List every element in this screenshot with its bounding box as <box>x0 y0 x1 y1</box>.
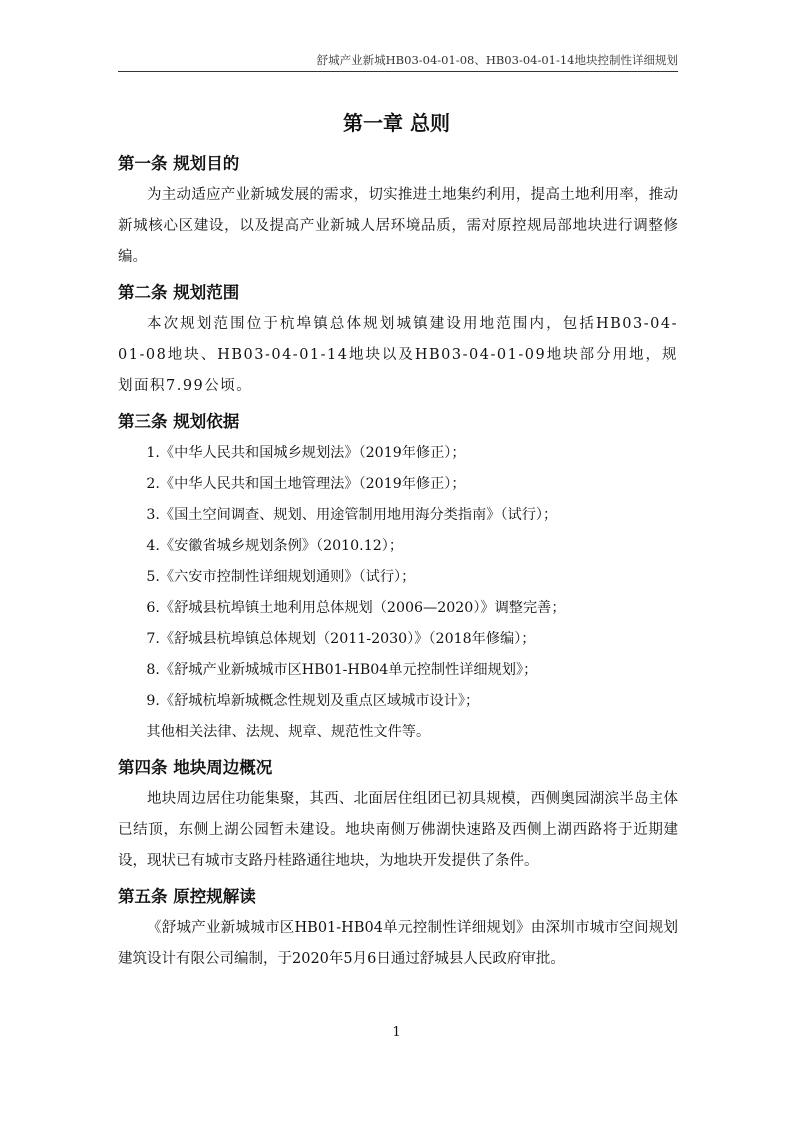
list-item: 2.《中华人民共和国土地管理法》（2019年修正）； <box>146 476 466 492</box>
document-body <box>118 148 678 975</box>
list-item: 其他相关法律、法规、规章、规范性文件等。 <box>146 724 431 740</box>
list-item: 3.《国土空间调查、规划、用途管制用地用海分类指南》（试行）； <box>146 507 558 523</box>
basis-list <box>118 438 678 748</box>
section-paragraph-original-plan: 《舒城产业新城城市区HB01-HB04单元控制性详细规划》由深圳市城市空间规划建筑设计有限公司编制，于2020年5月6日通过舒城县人民政府审批。 <box>118 920 678 967</box>
list-item: 8.《舒城产业新城城市区HB01-HB04单元控制性详细规划》； <box>146 662 538 678</box>
list-item: 9.《舒城杭埠新城概念性规划及重点区域城市设计》； <box>146 693 480 709</box>
list-item: 6.《舒城县杭埠镇土地利用总体规划（2006—2020）》调整完善； <box>146 600 566 616</box>
section-paragraph-surroundings: 地块周边居住功能集聚，其西、北面居住组团已初具规模，西侧奥园湖滨半岛主体已结顶，东侧上湖公园暂未建设。地块南侧万佛湖快速路及西侧上湖西路将于近期建设，现状已有城市支路丹桂路通往地块，为地块开发提供了条件。 <box>118 791 678 869</box>
list-item: 5.《六安市控制性详细规划通则》（试行）； <box>146 569 416 585</box>
header-divider <box>118 71 678 72</box>
list-item: 1.《中华人民共和国城乡规划法》（2019年修正）； <box>146 445 466 461</box>
page-number: 1 <box>392 1025 401 1040</box>
section-paragraph-purpose: 为主动适应产业新城发展的需求，切实推进土地集约利用，提高土地利用率，推动新城核心区建设，以及提高产业新城人居环境品质，需对原控规局部地块进行调整修编。 <box>118 187 678 265</box>
section-title-purpose: 第一条 规划目的 <box>118 154 240 173</box>
section-title-original-plan: 第五条 原控规解读 <box>118 887 256 906</box>
running-header: 舒城产业新城HB03-04-01-08、HB03-04-01-14地块控制性详细规划 <box>316 53 678 67</box>
section-title-scope: 第二条 规划范围 <box>118 283 240 302</box>
section-title-surroundings: 第四条 地块周边概况 <box>118 758 273 777</box>
chapter-title: 第一章 总则 <box>343 111 450 135</box>
section-paragraph-scope: 本次规划范围位于杭埠镇总体规划城镇建设用地范围内，包括HB03-04-01-08地块、HB03-04-01-14地块以及HB03-04-01-09地块部分用地，规划面积7.99公顷。 <box>118 316 678 394</box>
list-item: 7.《舒城县杭埠镇总体规划（2011-2030）》（2018年修编）； <box>146 631 536 647</box>
list-item: 4.《安徽省城乡规划条例》（2010.12）； <box>146 538 404 554</box>
section-title-basis: 第三条 规划依据 <box>118 412 240 431</box>
